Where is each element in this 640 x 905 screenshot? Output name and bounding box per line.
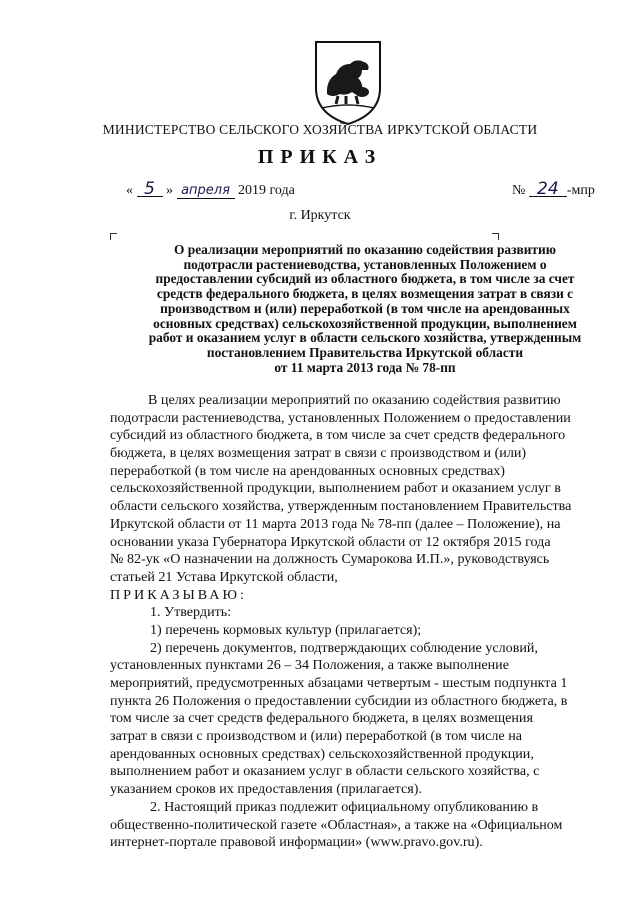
body-line: субсидий из областного бюджета, в том числе за счет средств федерального — [110, 427, 566, 444]
heading-line: основных средствах) сельскохозяйственной продукции, выполнением — [153, 315, 577, 331]
date-close-quote: » — [166, 183, 173, 198]
document-body — [110, 392, 610, 852]
item-1-2-line: арендованных основных средствах) сельскохозяйственной продукции, — [110, 745, 534, 762]
item-2-line: 2. Настоящий приказ подлежит официальному опубликованию в — [150, 798, 539, 815]
date-month: апреля — [177, 184, 235, 199]
item-1-2-line: 2) перечень документов, подтверждающих соблюдение условий, — [150, 639, 538, 656]
number-prefix: № — [512, 183, 526, 198]
heading-corner-left — [110, 233, 117, 240]
number-value: 24 — [529, 182, 567, 197]
date-open-quote: « — [126, 183, 133, 198]
date-day: 5 — [137, 182, 163, 197]
document-heading — [118, 243, 612, 375]
body-line: основании указа Губернатора Иркутской области от 12 октября 2015 года — [110, 533, 551, 550]
item-1-2-line: том числе за счет средств федерального бюджета, в целях возмещения — [110, 710, 533, 727]
body-line: № 82-ук «О назначении на должность Сумарокова И.П.», руководствуясь — [110, 551, 550, 568]
item-1-2-line: установленных пунктами 26 – 34 Положения, а также выполнение — [110, 657, 509, 674]
ministry-name: МИНИСТЕРСТВО СЕЛЬСКОГО ХОЗЯЙСТВА ИРКУТСКОЙ ОБЛАСТИ — [102, 122, 538, 137]
heading-line: предоставлении субсидий из областного бюджета, в том числе за счет — [155, 271, 575, 287]
prikazyvayu-label: ПРИКАЗЫВАЮ: — [110, 586, 247, 603]
body-line: подотрасли растениеводства, установленных Положением о предоставлении — [110, 409, 571, 426]
heading-line: О реализации мероприятий по оказанию содействия развитию — [174, 242, 556, 257]
item-1-2-line: затрат в связи с производством и (или) переработкой (в том числе на — [110, 728, 523, 745]
number-suffix: -мпр — [566, 183, 595, 198]
item-2-line: интернет-портале правовой информации» (www.pravo.gov.ru). — [110, 834, 483, 851]
heading-line: подотрасли растениеводства, установленных Положением о — [183, 256, 547, 272]
body-line: В целях реализации мероприятий по оказанию содействия развитию — [148, 392, 561, 408]
item-1-2-line: выполнением работ и оказанием услуг в области сельского хозяйства, с — [110, 763, 540, 780]
body-line: сельскохозяйственной продукции, выполнением работ и оказанием услуг в — [110, 480, 561, 497]
document-title: ПРИКАЗ — [257, 146, 383, 168]
body-line: области сельского хозяйства, утвержденным постановлением Правительства — [110, 498, 572, 515]
body-line: бюджета, в целях возмещения затрат в связи с производством и (или) — [110, 445, 527, 462]
document-city: г. Иркутск — [289, 208, 351, 223]
item-1-2-line: указанием сроков их предоставления (прилагается). — [110, 781, 422, 798]
irkutsk-coat-of-arms-icon — [312, 38, 384, 126]
item-1: 1. Утвердить: — [150, 604, 232, 621]
heading-line: от 11 марта 2013 года № 78-пп — [274, 359, 456, 375]
heading-line: средств федерального бюджета, в целях возмещения затрат в связи с — [156, 286, 574, 302]
item-1-1: 1) перечень кормовых культур (прилагается); — [150, 621, 422, 638]
body-line: Иркутской области от 11 марта 2013 года № 78-пп (далее – Положение), на — [110, 515, 561, 532]
heading-line: постановлением Правительства Иркутской области — [206, 344, 524, 360]
document-date — [126, 179, 295, 199]
heading-corner-right — [492, 233, 499, 240]
date-year: 2019 года — [238, 183, 295, 198]
item-1-2-line: мероприятий, предусмотренных абзацами четвертым - шестым подпункта 1 — [110, 675, 568, 691]
body-line: переработкой (в том числе на арендованных основных средствах) — [110, 462, 505, 479]
document-number — [512, 179, 595, 199]
item-1-2-line: пункта 26 Положения о предоставлении субсидии из областного бюджета, в — [110, 692, 568, 709]
heading-line: производством и (или) переработкой (в том числе на арендованных — [160, 300, 570, 316]
heading-line: работ и оказанием услуг в области сельского хозяйства, утвержденным — [148, 330, 582, 346]
body-line: статьей 21 Устава Иркутской области, — [110, 568, 338, 585]
item-2-line: общественно-политической газете «Областная», а также на «Официальном — [110, 816, 563, 833]
